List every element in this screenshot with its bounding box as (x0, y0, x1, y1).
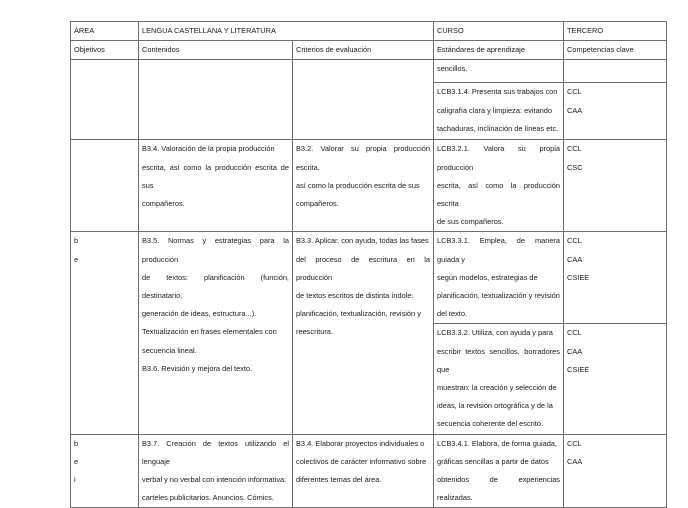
estandar-line: secuencia coherente del escrito. (437, 419, 543, 429)
estandar-line: gráficas sencillas a partir de datos (437, 456, 549, 466)
col-header-criterios: Criterios de evaluación (293, 41, 434, 60)
curso-label: CURSO (434, 22, 564, 41)
competencias-cell (564, 232, 667, 324)
competencia-code: CAA (567, 105, 583, 115)
column-header-row (71, 41, 667, 60)
estandar-line: caligrafía clara y limpieza: evitando (437, 105, 553, 115)
estandar-line: planificación, textualización y revisión (437, 291, 560, 301)
competencia-code: CSC (567, 162, 583, 172)
competencia-code: CSIEE (567, 272, 590, 282)
curriculum-table (70, 21, 667, 508)
estandar-cell (434, 140, 564, 232)
estandar-line: LCB3.2.1. Valora su propia producción (437, 144, 560, 172)
table-row (71, 434, 667, 508)
estandar-cell (434, 60, 564, 83)
header-row (71, 22, 667, 41)
estandar-line: tachaduras, inclinación de líneas etc. (437, 123, 559, 133)
col-header-objetivos: Objetivos (71, 41, 139, 60)
estandar-line: ideas, la revisión ortográfica y de la (437, 401, 553, 411)
estandar-line: obtenidos de experiencias realizadas. (437, 475, 560, 503)
objetivos-cell (71, 434, 139, 508)
criterio-line: diferentes temas del área. (296, 475, 382, 485)
estandar-line: de sus compañeros. (437, 217, 504, 227)
table-row (71, 140, 667, 232)
col-header-competencias: Competencias clave (564, 41, 667, 60)
estandar-line: sencillos. (437, 64, 468, 74)
criterio-line: B3.3. Aplicar, con ayuda, todas las fases (296, 236, 429, 246)
estandar-line: LCB3.1.4. Presenta sus trabajos con (437, 87, 558, 97)
competencia-code: CAA (567, 346, 583, 356)
competencias-cell (564, 324, 667, 434)
estandar-line: LCB3.4.1. Elabora, de forma guiada, (437, 438, 557, 448)
objetivos-cell (71, 60, 139, 140)
objetivo-code: e (74, 456, 79, 466)
contenidos-cell (139, 140, 293, 232)
competencia-code: CCL (567, 236, 582, 246)
contenido-line: de textos: planificación (función, destinatario, (142, 272, 289, 301)
objetivos-cell (71, 232, 139, 434)
estandar-cell (434, 324, 564, 434)
criterios-cell (293, 434, 434, 508)
competencia-code: CAA (567, 456, 583, 466)
estandar-cell (434, 232, 564, 324)
col-header-contenidos: Contenidos (139, 41, 293, 60)
criterio-line: así como la producción escrita de sus (296, 180, 420, 190)
criterio-line: reescritura. (296, 327, 333, 337)
competencias-cell (564, 83, 667, 140)
criterio-line: planificación, textualización, revisión y (296, 309, 421, 319)
competencias-cell (564, 60, 667, 83)
contenidos-cell (139, 60, 293, 140)
area-label: ÁREA (71, 22, 139, 41)
estandar-cell (434, 83, 564, 140)
contenido-line: Textualización en frases elementales con (142, 327, 277, 337)
criterio-line: compañeros. (296, 199, 339, 209)
contenido-line: carteles publicitarios. Anuncios. Cómics. (142, 493, 274, 503)
competencias-cell (564, 140, 667, 232)
area-value: LENGUA CASTELLANA Y LITERATURA (139, 22, 434, 41)
contenido-line: generación de ideas, estructura...). (142, 309, 257, 319)
table-row (71, 60, 667, 83)
competencias-cell (564, 434, 667, 508)
objetivo-code: b (74, 438, 79, 448)
criterio-line: B3.2. Valorar su propia producción escrita, (296, 144, 430, 172)
competencia-code: CCL (567, 328, 582, 338)
contenido-line: secuencia lineal. (142, 345, 197, 355)
criterios-cell (293, 140, 434, 232)
estandar-line: escribir textos sencillos, borradores que (437, 346, 560, 374)
estandar-line: muestran: la creación y selección de (437, 383, 557, 393)
objetivo-code: e (74, 254, 79, 264)
contenido-line: B3.4. Valoración de la propia producción (142, 144, 275, 154)
contenido-line: escrita, así como la producción escrita de sus (142, 162, 289, 190)
competencia-code: CCL (567, 144, 582, 154)
estandar-line: LCB3.3.2. Utiliza, con ayuda y para (437, 328, 553, 338)
contenido-line: B3.5. Normas y estrategias para la producción (142, 236, 289, 264)
contenido-line: verbal y no verbal con intención informativa: (142, 475, 287, 485)
criterio-line: colectivos de carácter informativo sobre (296, 456, 427, 466)
contenido-line: B3.7. Creación de textos utilizando el lenguaje (142, 438, 289, 466)
criterio-line: de textos escritos de distinta índole: (296, 291, 414, 301)
estandar-cell (434, 434, 564, 508)
criterios-cell (293, 60, 434, 140)
contenido-line: B3.6. Revisión y mejora del texto. (142, 363, 253, 373)
estandar-line: del texto. (437, 309, 467, 319)
estandar-line: según modelos, estrategias de (437, 272, 538, 282)
competencia-code: CAA (567, 254, 583, 264)
col-header-estandares: Estándares de aprendizaje (434, 41, 564, 60)
estandar-line: escrita, así como la producción escrita (437, 180, 560, 209)
curso-value: TERCERO (564, 22, 667, 41)
objetivos-cell (71, 140, 139, 232)
criterio-line: B3.4. Elaborar proyectos individuales o (296, 438, 425, 448)
contenidos-cell (139, 232, 293, 434)
competencia-code: CCL (567, 87, 582, 97)
objetivo-code: i (74, 475, 76, 485)
criterios-cell (293, 232, 434, 434)
objetivo-code: b (74, 236, 79, 246)
competencia-code: CCL (567, 438, 582, 448)
estandar-line: LCB3.3.1. Emplea, de manera guiada y (437, 236, 560, 264)
table-row (71, 232, 667, 324)
contenido-line: compañeros. (142, 199, 185, 209)
competencia-code: CSIEE (567, 364, 590, 374)
criterio-line: del proceso de escritura en la producción (296, 254, 430, 282)
contenidos-cell (139, 434, 293, 508)
